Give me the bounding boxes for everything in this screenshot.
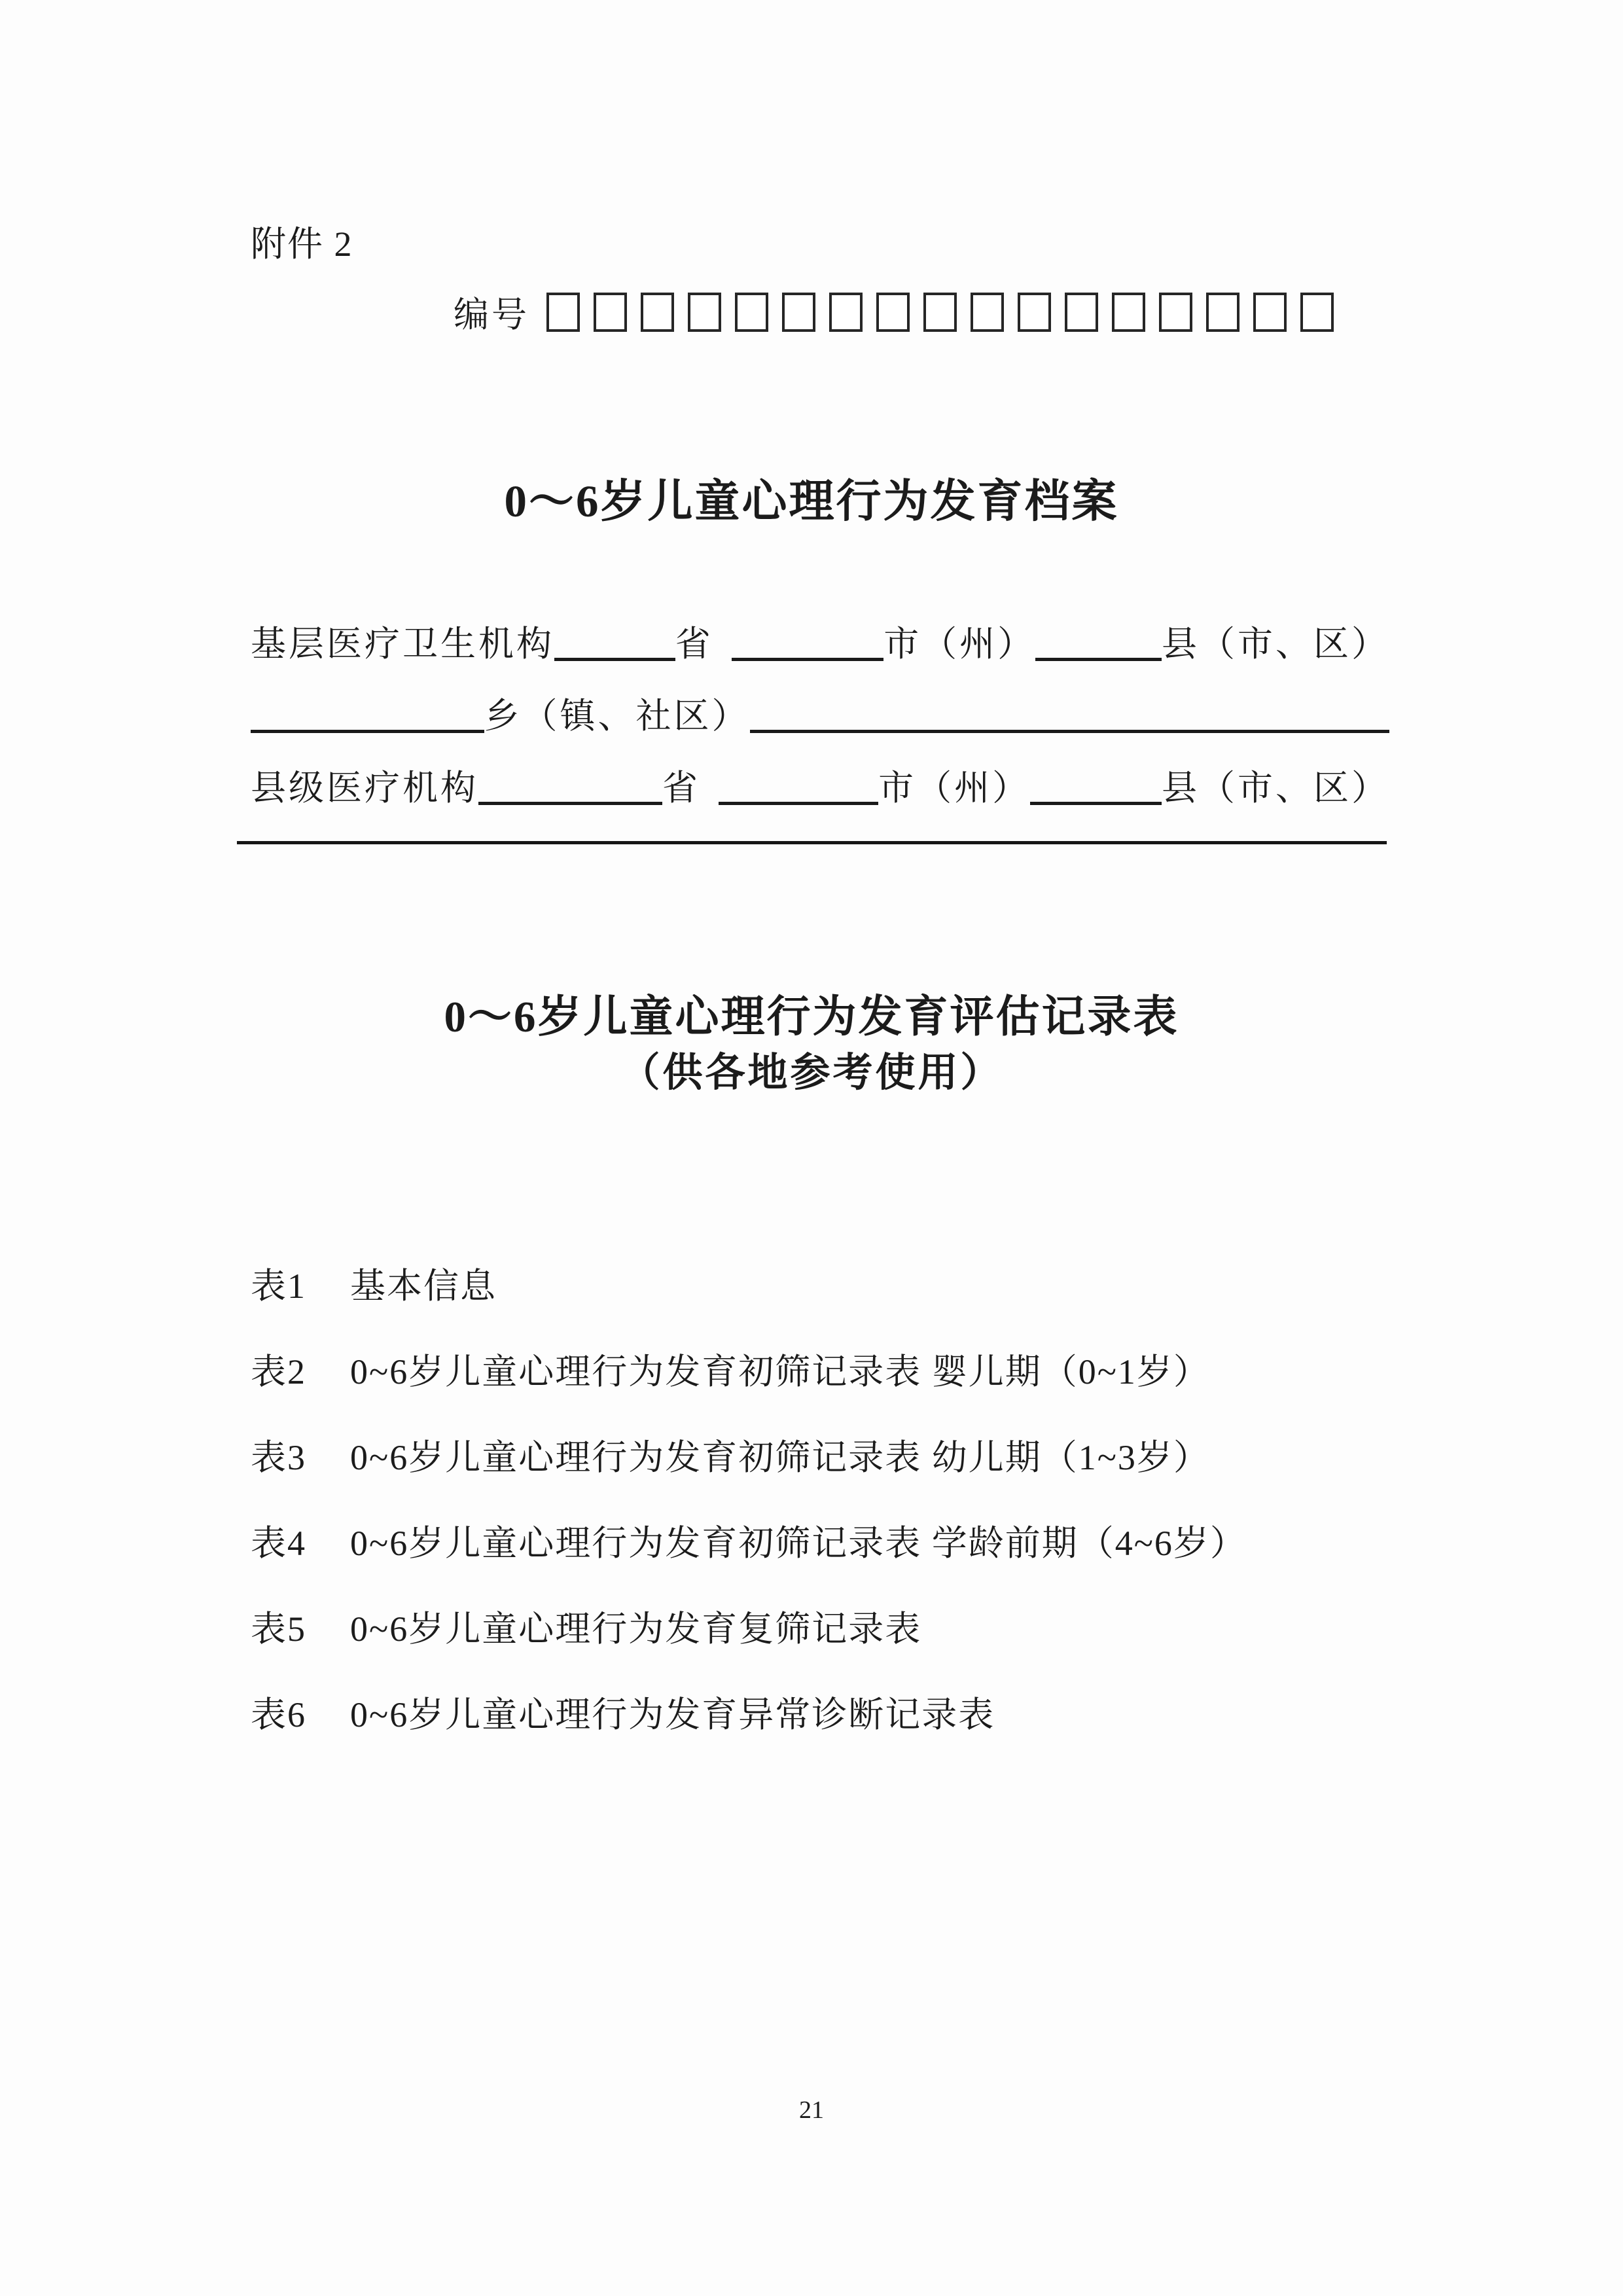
table-number: 表5 [251,1609,306,1649]
blank-fill-line [750,726,1389,733]
table-number: 表2 [251,1352,306,1391]
section-subtitle: （供各地参考使用） [620,1051,1003,1095]
serial-box [1018,293,1051,332]
blank-fill-line [719,798,878,805]
serial-box [1206,293,1240,332]
table-number: 表3 [251,1438,306,1477]
county-institution-label: 县级医疗机构 [251,768,478,808]
main-title: 0～6岁儿童心理行为发育档案 [504,476,1119,526]
divider-rule [237,841,1387,844]
serial-box [546,293,580,332]
serial-box [1253,293,1287,332]
table-title: 0~6岁儿童心理行为发育初筛记录表 学龄前期（4~6岁） [350,1524,1247,1563]
form-line-township [251,691,1389,736]
page-number: 21 [799,2096,824,2124]
table-list-item [251,1687,1247,1737]
township-label: 乡（镇、社区） [484,696,750,736]
serial-box [829,293,863,332]
blank-fill-line [554,654,675,661]
serial-box [735,293,768,332]
serial-box [971,293,1004,332]
serial-boxes [546,293,1334,332]
table-number: 表4 [251,1524,306,1563]
serial-label: 编号 [454,295,529,334]
blank-fill-line [251,726,484,733]
table-title: 基本信息 [350,1266,497,1306]
blank-fill-line [1030,798,1162,805]
attachment-label: 附件 2 [251,224,353,264]
table-list-item [251,1429,1247,1480]
table-list-item [251,1344,1247,1394]
blank-fill-line [1035,654,1162,661]
serial-box [1300,293,1334,332]
serial-box [1159,293,1192,332]
table-title: 0~6岁儿童心理行为发育复筛记录表 [350,1609,922,1649]
province-label: 省 [675,624,713,664]
table-title: 0~6岁儿童心理行为发育初筛记录表 幼儿期（1~3岁） [350,1438,1210,1477]
form-line-county-institution [251,763,1389,808]
primary-institution-label: 基层医疗卫生机构 [251,624,554,664]
table-number: 表6 [251,1695,306,1734]
form-line-primary-institution [251,619,1389,664]
county-label: 县（市、区） [1162,768,1389,808]
serial-number-row [454,287,1334,337]
serial-box [923,293,957,332]
table-number: 表1 [251,1266,306,1306]
serial-box [594,293,627,332]
table-list-item [251,1515,1247,1566]
county-label: 县（市、区） [1162,624,1390,664]
blank-fill-line [478,798,662,805]
table-list [251,1258,1247,1772]
serial-box [876,293,910,332]
section-title: 0～6岁儿童心理行为发育评估记录表 [444,993,1179,1041]
blank-fill-line [732,654,883,661]
table-list-item [251,1601,1247,1651]
organization-form [251,619,1389,835]
serial-box [1065,293,1098,332]
table-title: 0~6岁儿童心理行为发育异常诊断记录表 [350,1695,995,1734]
table-title: 0~6岁儿童心理行为发育初筛记录表 婴儿期（0~1岁） [350,1352,1210,1391]
city-label: 市（州） [878,768,1031,808]
serial-box [688,293,721,332]
serial-box [641,293,674,332]
city-label: 市（州） [883,624,1036,664]
table-list-item [251,1258,1247,1308]
serial-box [782,293,815,332]
serial-box [1112,293,1145,332]
province-label: 省 [662,768,700,808]
